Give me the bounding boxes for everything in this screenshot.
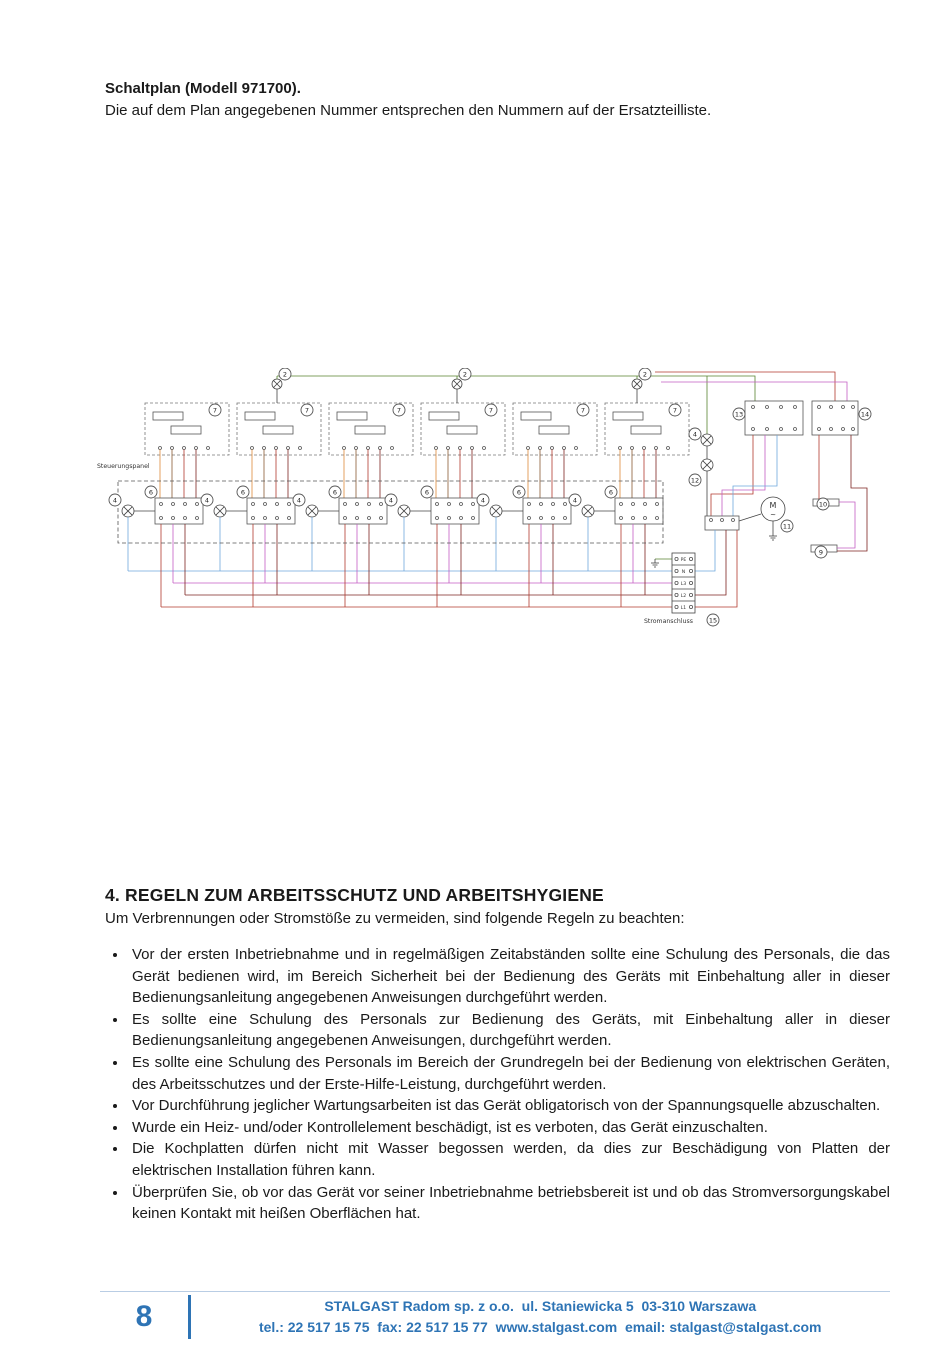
svg-text:4: 4 [388,496,394,505]
svg-text:PE: PE [680,558,687,563]
svg-text:Stromanschluss: Stromanschluss [644,618,693,625]
svg-text:10: 10 [818,500,828,509]
svg-text:Steuerungspanel: Steuerungspanel [97,463,150,470]
power-terminal-block [644,553,695,625]
svg-text:~: ~ [770,511,776,519]
svg-text:14: 14 [860,410,870,419]
rule-item: • Die Kochplatten dürfen nicht mit Wasser begossen werden, da dies zur Beschädigung von Platten der elektrischen Installation führen kann. [128,1138,890,1181]
callout-numbers [109,368,871,626]
safety-rules-section [105,885,890,1225]
svg-text:7: 7 [304,406,310,415]
svg-text:6: 6 [516,488,522,497]
svg-text:13: 13 [734,410,744,419]
section-intro: Um Verbrennungen oder Stromstöße zu vermeiden, sind folgende Regeln zu beachten: [105,910,685,927]
wiring-diagram-svg [95,368,875,638]
svg-text:6: 6 [240,488,246,497]
document-header [105,80,890,119]
svg-text:L1: L1 [680,606,687,611]
svg-text:L3: L3 [680,582,687,587]
contactor-motor-section [692,401,870,607]
svg-text:M: M [769,501,777,510]
page-footer [100,1291,890,1339]
rule-item: • Es sollte eine Schulung des Personals zur Bedienung des Geräts, mit Einbehaltung aller in dieser Bedienungsanleitung angegebenen Anweisungen, durchgeführt werden. [128,1009,890,1052]
svg-text:6: 6 [148,488,154,497]
svg-text:L2: L2 [680,594,687,599]
rule-item: • Es sollte eine Schulung des Personals im Bereich der Grundregeln bei der Bedienung von elektrischen Geräten, des Arbeitsschutzes und der Erste-Hilfe-Leistung, durchgeführt werden. [128,1052,890,1095]
svg-text:2: 2 [462,370,468,379]
svg-text:4: 4 [296,496,302,505]
svg-text:9: 9 [818,548,824,557]
schaltplan-subtitle: Die auf dem Plan angegebenen Nummer entsprechen den Nummern auf der Ersatzteilliste. [105,102,712,119]
svg-text:4: 4 [112,496,118,505]
svg-text:6: 6 [332,488,338,497]
svg-text:7: 7 [580,406,586,415]
svg-text:12: 12 [690,476,700,485]
svg-text:7: 7 [672,406,678,415]
svg-text:11: 11 [782,522,792,531]
rule-item: • Vor der ersten Inbetriebnahme und in regelmäßigen Zeitabständen sollte eine Schulung des Personals, die das Gerät bedienen wird, im Bereich Sicherheit bei der Bedienung des Geräts mit Einbehaltung aller in dieser Bedienungsanleitung angegebenen Anweisungen durchgeführt werden. [128,944,890,1009]
svg-text:7: 7 [212,406,218,415]
svg-text:4: 4 [204,496,210,505]
page-number: 8 [135,1300,153,1333]
svg-text:4: 4 [480,496,486,505]
rule-item: • Wurde ein Heiz- und/oder Kontrollelement beschädigt, ist es verboten, das Gerät einzuschalten. [128,1117,890,1139]
rules-list [105,944,890,1225]
wiring-diagram [95,368,875,638]
footer-contact: tel.: 22 517 15 75 fax: 22 517 15 77 www.stalgast.com email: stalgast@stalgast.com [258,1319,822,1335]
svg-text:2: 2 [282,370,288,379]
svg-text:N: N [681,570,686,575]
svg-text:4: 4 [572,496,578,505]
svg-text:6: 6 [608,488,614,497]
schaltplan-title: Schaltplan (Modell 971700). [105,80,301,97]
svg-text:7: 7 [396,406,402,415]
footer-text [191,1296,891,1338]
rule-item: • Vor Durchführung jeglicher Wartungsarbeiten ist das Gerät obligatorisch von der Spannungsquelle abzuschalten. [128,1095,890,1117]
svg-text:6: 6 [424,488,430,497]
svg-text:7: 7 [488,406,494,415]
svg-text:4: 4 [692,430,698,439]
svg-text:15: 15 [708,616,718,625]
section-heading: 4. REGELN ZUM ARBEITSSCHUTZ UND ARBEITSHYGIENE [105,885,604,905]
footer-address: STALGAST Radom sp. z o.o. ul. Staniewicka 5 03-310 Warszawa [324,1298,757,1314]
svg-text:2: 2 [642,370,648,379]
rule-item: • Überprüfen Sie, ob vor das Gerät vor seiner Inbetriebnahme betriebsbereit ist und ob das Stromversorgungskabel keinen Kontakt mit heißen Oberflächen hat. [128,1182,890,1225]
